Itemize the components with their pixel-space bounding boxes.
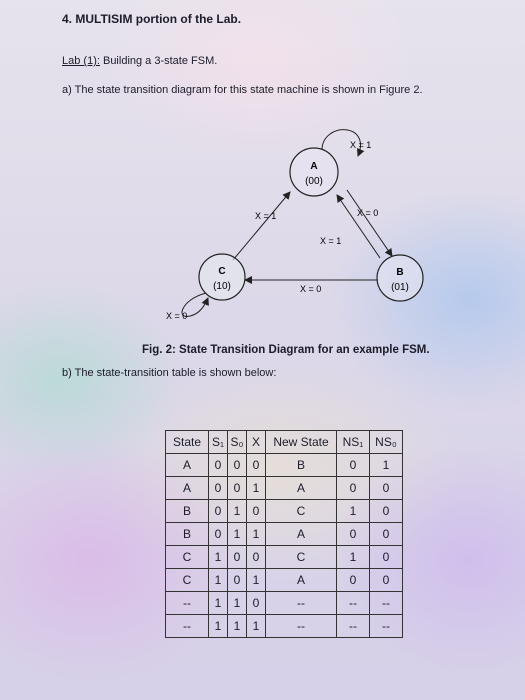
- cell-new-state: A: [266, 569, 337, 592]
- cell-new-state: C: [266, 500, 337, 523]
- cell-s1: 1: [209, 569, 228, 592]
- state-a-code: (00): [305, 176, 323, 187]
- cell-x: 0: [247, 592, 266, 615]
- header-ns0: NS₀: [370, 431, 403, 454]
- table-row: [166, 546, 403, 569]
- cell-x: 1: [247, 477, 266, 500]
- cell-ns1: --: [337, 615, 370, 638]
- part-b-text: b) The state-transition table is shown below:: [62, 367, 277, 379]
- cell-state: --: [166, 615, 209, 638]
- table-row: [166, 592, 403, 615]
- cell-state: --: [166, 592, 209, 615]
- cell-ns1: 0: [337, 477, 370, 500]
- cell-new-state: --: [266, 615, 337, 638]
- cell-s1: 1: [209, 592, 228, 615]
- cell-x: 0: [247, 546, 266, 569]
- cell-s0: 0: [228, 477, 247, 500]
- state-c: [199, 254, 245, 300]
- cell-ns0: 0: [370, 523, 403, 546]
- cell-s0: 0: [228, 569, 247, 592]
- cell-x: 1: [247, 523, 266, 546]
- cell-ns1: 0: [337, 569, 370, 592]
- label-self-c: X = 0: [166, 311, 188, 321]
- state-a-name: A: [310, 161, 318, 172]
- edge-a-to-b: [347, 190, 392, 256]
- cell-ns1: 0: [337, 454, 370, 477]
- table-row: [166, 615, 403, 638]
- cell-s1: 0: [209, 500, 228, 523]
- cell-new-state: A: [266, 523, 337, 546]
- header-x: X: [247, 431, 266, 454]
- cell-state: C: [166, 546, 209, 569]
- cell-state: B: [166, 523, 209, 546]
- cell-ns1: 1: [337, 546, 370, 569]
- cell-state: B: [166, 500, 209, 523]
- label-b-to-c: X = 0: [300, 284, 322, 294]
- table-row: [166, 523, 403, 546]
- cell-s1: 0: [209, 523, 228, 546]
- cell-new-state: B: [266, 454, 337, 477]
- state-b: [377, 255, 423, 301]
- header-state: State: [166, 431, 209, 454]
- state-a: [290, 148, 338, 196]
- label-b-to-a: X = 1: [320, 236, 342, 246]
- cell-x: 0: [247, 454, 266, 477]
- edge-c-to-a: [233, 192, 290, 260]
- table-row: [166, 500, 403, 523]
- label-c-to-a: X = 1: [255, 211, 277, 221]
- cell-ns0: 0: [370, 477, 403, 500]
- table-row: [166, 569, 403, 592]
- state-transition-diagram: [0, 0, 525, 340]
- cell-s0: 0: [228, 454, 247, 477]
- figure-caption: Fig. 2: State Transition Diagram for an example FSM.: [142, 344, 430, 356]
- cell-ns0: 0: [370, 500, 403, 523]
- state-transition-table: [165, 430, 403, 638]
- cell-state: A: [166, 454, 209, 477]
- cell-s0: 0: [228, 546, 247, 569]
- part-a-text: a) The state transition diagram for this state machine is shown in Figure 2.: [62, 84, 423, 96]
- cell-ns0: --: [370, 592, 403, 615]
- cell-new-state: C: [266, 546, 337, 569]
- table-row: [166, 454, 403, 477]
- state-c-name: C: [218, 266, 226, 277]
- label-self-a: X = 1: [350, 140, 372, 150]
- state-b-code: (01): [391, 282, 409, 293]
- cell-new-state: A: [266, 477, 337, 500]
- header-ns1: NS₁: [337, 431, 370, 454]
- cell-s0: 1: [228, 523, 247, 546]
- cell-ns0: 0: [370, 569, 403, 592]
- state-c-code: (10): [213, 281, 231, 292]
- cell-s0: 1: [228, 500, 247, 523]
- cell-new-state: --: [266, 592, 337, 615]
- cell-ns0: 1: [370, 454, 403, 477]
- lab-description: Building a 3-state FSM.: [99, 55, 218, 67]
- cell-state: C: [166, 569, 209, 592]
- lab-label: Lab (1):: [62, 55, 100, 67]
- cell-ns0: --: [370, 615, 403, 638]
- section-heading: 4. MULTISIM portion of the Lab.: [62, 12, 242, 26]
- cell-x: 0: [247, 500, 266, 523]
- cell-x: 1: [247, 615, 266, 638]
- cell-x: 1: [247, 569, 266, 592]
- cell-s0: 1: [228, 592, 247, 615]
- cell-ns1: 0: [337, 523, 370, 546]
- header-s1: S₁: [209, 431, 228, 454]
- cell-ns1: --: [337, 592, 370, 615]
- header-new-state: New State: [266, 431, 337, 454]
- cell-ns1: 1: [337, 500, 370, 523]
- cell-ns0: 0: [370, 546, 403, 569]
- cell-state: A: [166, 477, 209, 500]
- table-header-row: [166, 431, 403, 454]
- cell-s1: 0: [209, 454, 228, 477]
- cell-s0: 1: [228, 615, 247, 638]
- header-s0: S₀: [228, 431, 247, 454]
- edge-b-to-a: [337, 195, 380, 258]
- cell-s1: 1: [209, 546, 228, 569]
- cell-s1: 1: [209, 615, 228, 638]
- label-a-to-b: X = 0: [357, 208, 379, 218]
- table-row: [166, 477, 403, 500]
- state-b-name: B: [396, 267, 404, 278]
- cell-s1: 0: [209, 477, 228, 500]
